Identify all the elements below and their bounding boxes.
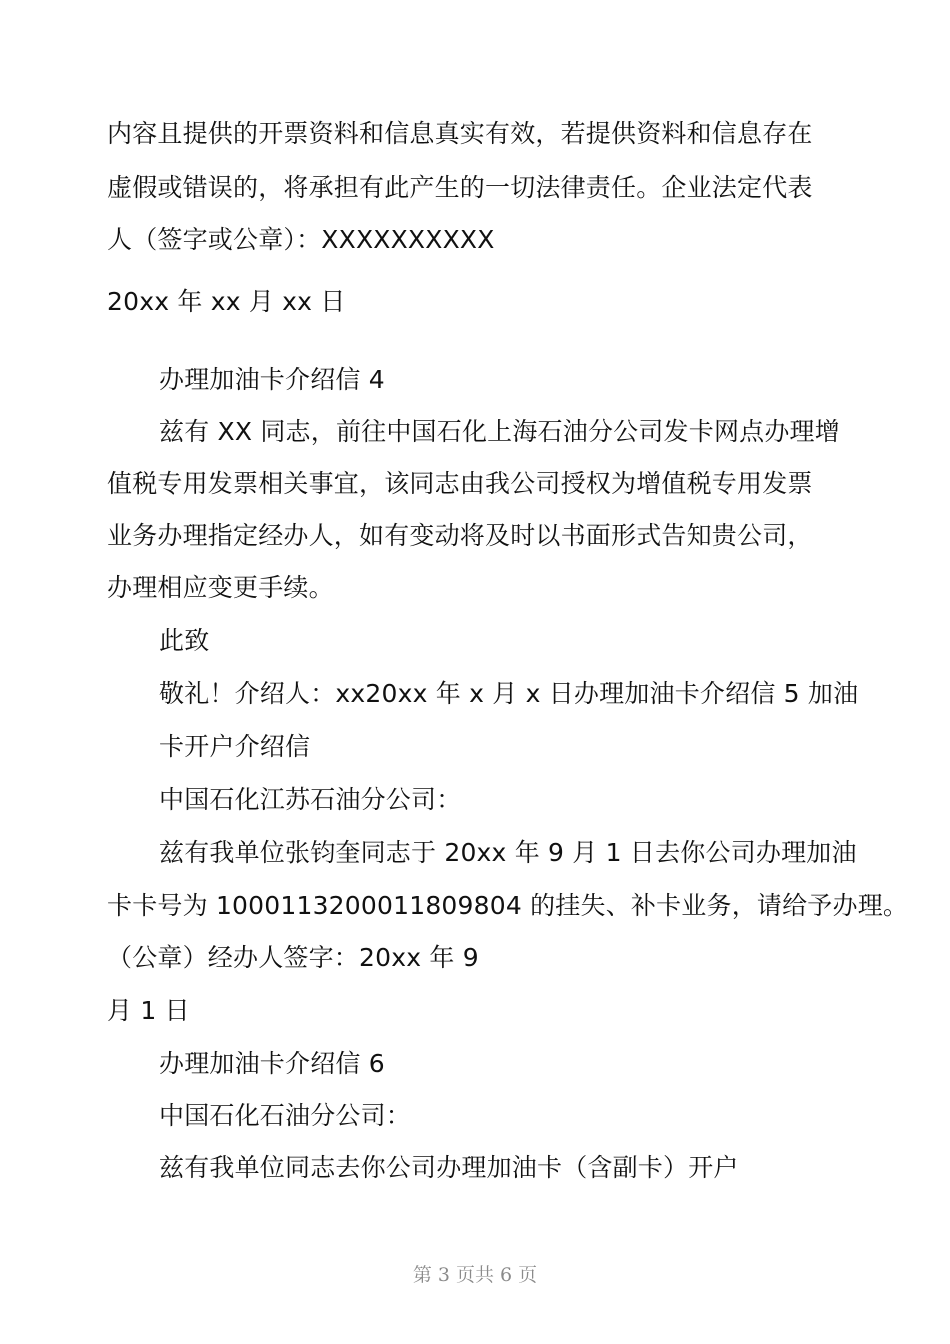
section-title: 办理加油卡介绍信 6 bbox=[159, 1049, 385, 1078]
date-line: 20xx 年 xx 月 xx 日 bbox=[107, 287, 346, 316]
page-number-footer: 第 3 页共 6 页 bbox=[412, 1264, 538, 1286]
paragraph-line: 业务办理指定经办人，如有变动将及时以书面形式告知贵公司， bbox=[107, 521, 813, 550]
signature-line: （公章）经办人签字：20xx 年 9 bbox=[107, 943, 479, 972]
paragraph-line: 虚假或错误的，将承担有此产生的一切法律责任。企业法定代表 bbox=[107, 173, 813, 202]
paragraph-line: 敬礼！介绍人：xx20xx 年 x 月 x 日办理加油卡介绍信 5 加油 bbox=[159, 679, 859, 708]
section-title: 办理加油卡介绍信 4 bbox=[159, 365, 385, 394]
paragraph-line: 内容且提供的开票资料和信息真实有效，若提供资料和信息存在 bbox=[107, 119, 813, 148]
paragraph-line: 办理相应变更手续。 bbox=[107, 573, 334, 602]
date-line: 月 1 日 bbox=[107, 996, 190, 1025]
addressee-line: 中国石化江苏石油分公司： bbox=[159, 785, 462, 814]
paragraph-line: 卡卡号为 1000113200011809804 的挂失、补卡业务，请给予办理。 bbox=[107, 891, 909, 920]
paragraph-line: 兹有我单位张钧奎同志于 20xx 年 9 月 1 日去你公司办理加油 bbox=[159, 838, 857, 867]
paragraph-line: 值税专用发票相关事宜，该同志由我公司授权为增值税专用发票 bbox=[107, 469, 813, 498]
paragraph-line: 兹有 XX 同志，前往中国石化上海石油分公司发卡网点办理增 bbox=[159, 417, 840, 446]
section-title: 卡开户介绍信 bbox=[159, 732, 311, 761]
salutation-line: 此致 bbox=[159, 626, 210, 655]
addressee-line: 中国石化石油分公司： bbox=[159, 1101, 412, 1130]
paragraph-line: 兹有我单位同志去你公司办理加油卡（含副卡）开户 bbox=[159, 1153, 739, 1182]
paragraph-line: 人（签字或公章）：XXXXXXXXXX bbox=[107, 225, 495, 254]
